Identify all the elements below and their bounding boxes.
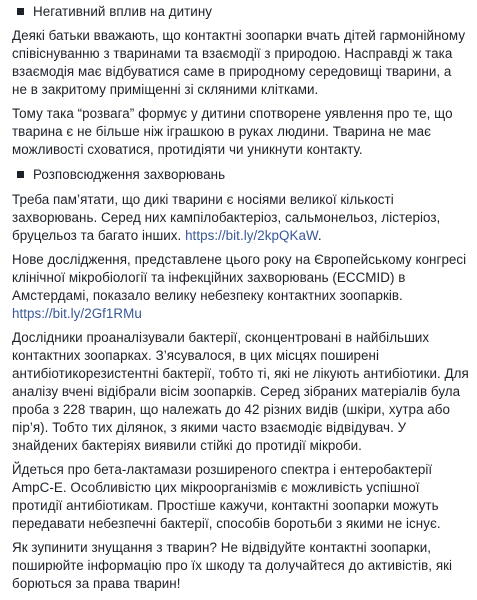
paragraph-text: . xyxy=(317,228,322,243)
paragraph-text: Треба пам’ятати, що дикі тварини є носіями великої кількості захворювань. Серед них кампілобактеріоз, сальмонельоз, лістеріоз, бруцельоз та багато інших. xyxy=(12,192,441,243)
section-heading-text: Негативний вплив на дитину xyxy=(33,4,213,19)
paragraph: Як зупинити знущання з тварин? Не відвідуйте контактні зоопарки, поширюйте інформацію про їх шкоду та долучайтеся до активістів, які борються за права тварин! xyxy=(12,540,453,591)
source-link[interactable]: https://bit.ly/2Gf1RMu xyxy=(12,306,142,321)
section-heading-disease-spread xyxy=(12,166,469,184)
square-bullet-icon xyxy=(17,8,24,15)
source-link[interactable]: https://bit.ly/2kpQKaW xyxy=(185,228,318,243)
paragraph: Дослідники проаналізували бактерії, сконцентровані в найбільших контактних зоопарках. З’ясувалося, в цих місцях поширені антибіотикорезистентні бактерії, тобто ті, які не лікують антибіотики. Для аналізу вчені відібрали вісім зоопарків. Серед зібраних матеріалів була проба з 228 тварин, що належать до 42 різних видів (шкіри, хутра або пір’я). Тобто тих ділянок, з якими часто взаємодіє відвідувач. У знайдених бактеріях виявили стійкі до протидії мікроби. xyxy=(12,330,469,453)
square-bullet-icon xyxy=(17,171,24,178)
paragraph: Йдеться про бета-лактамази розширеного спектра і ентеробактерії AmpC-E. Особливістю цих мікроорганізмів є можливість успішної протидії антибіотикам. Простіше кажучи, контактні зоопарки можуть передавати небезпечні бактерії, способів боротьби з якими не існує. xyxy=(12,462,441,531)
paragraph: Тому така “розвага” формує у дитини спотворене уявлення про те, що тварина є не більше ніж іграшкою в руках людини. Тварина не має можливості сховатися, протидіяти чи уникнути контакту. xyxy=(12,106,453,157)
paragraph-text: Нове дослідження, представлене цього року на Європейському конгресі клінічної мікробіології та інфекційних захворювань (ECCMID) в Амстердамі, показало велику небезпеку контактних зоопарків. xyxy=(12,252,467,303)
section-heading-text: Розповсюдження захворювань xyxy=(33,167,226,182)
section-heading-negative-impact xyxy=(12,3,469,21)
paragraph: Деякі батьки вважають, що контактні зоопарки вчать дітей гармонійному співіснуванню з тваринами та взаємодії з природою. Насправді ж така взаємодія має відбуватися саме в природному середовищі тварини, а не в закритому приміщенні зі скляними клітками. xyxy=(12,28,466,97)
paragraph xyxy=(12,191,469,245)
paragraph xyxy=(12,251,469,323)
